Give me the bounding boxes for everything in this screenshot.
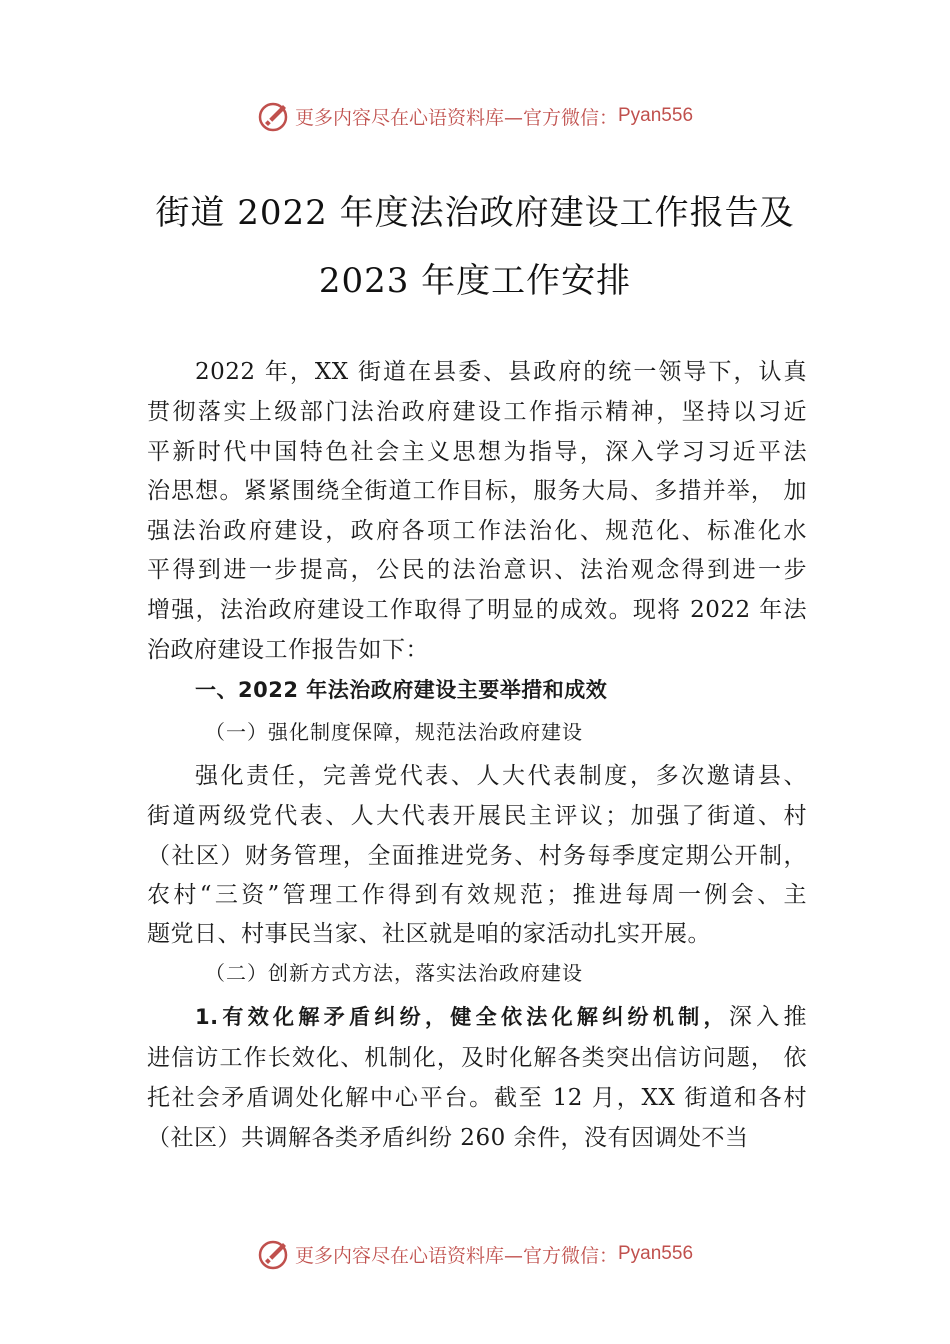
watermark-text: 更多内容尽在心语资料库: [294, 1244, 504, 1267]
body-line: 题党日、村事民当家、社区就是咱的家活动扎实开展。: [147, 921, 711, 947]
watermark-footer: [0, 1234, 950, 1274]
watermark-header: [0, 96, 950, 136]
body-line: （社区）财务管理，全面推进党务、村务每季度定期公开制，: [147, 843, 807, 869]
body-line: 农村“三资”管理工作得到有效规范；推进每周一例会、主: [147, 882, 807, 908]
body-line-lead: [195, 998, 807, 1031]
watermark-wechat-id: Pyan556: [618, 1243, 694, 1264]
section-heading: 一、2022 年法治政府建设主要举措和成效: [195, 678, 608, 702]
watermark-wechat-id: Pyan556: [618, 105, 694, 126]
item-text: 深入推: [728, 1004, 808, 1030]
pen-logo-icon: [257, 99, 291, 133]
intro-line: 增强，法治政府建设工作取得了明显的成效。现将 2022 年法: [147, 597, 807, 623]
intro-line: 平得到进一步提高，公民的法治意识、法治观念得到进一步: [147, 557, 807, 583]
intro-line: 2022 年，XX 街道在县委、县政府的统一领导下，认真: [195, 359, 807, 385]
body-line: （社区）共调解各类矛盾纠纷 260 余件，没有因调处不当: [147, 1125, 749, 1151]
watermark-text: 更多内容尽在心语资料库: [294, 106, 504, 129]
body-line: 进信访工作长效化、机制化，及时化解各类突出信访问题， 依: [147, 1045, 807, 1071]
watermark-separator: —官方微信：: [503, 106, 618, 129]
intro-line: 平新时代中国特色社会主义思想为指导，深入学习习近平法: [147, 439, 807, 465]
intro-line: 强法治政府建设，政府各项工作法治化、规范化、标准化水: [147, 518, 807, 544]
body-line: 托社会矛盾调处化解中心平台。截至 12 月，XX 街道和各村: [147, 1085, 807, 1111]
intro-line: 治思想。紧紧围绕全街道工作目标，服务大局、多措并举， 加: [147, 478, 807, 504]
document-title-line-1: 街道 2022 年度法治政府建设工作报告及: [155, 193, 795, 233]
intro-line: 治政府建设工作报告如下：: [147, 637, 429, 663]
body-line: 街道两级党代表、人大代表开展民主评议；加强了街道、村: [147, 803, 807, 829]
subsection-heading: （一）强化制度保障，规范法治政府建设: [205, 720, 583, 744]
item-bold-heading: 1.有效化解矛盾纠纷，健全依法化解纠纷机制，: [195, 1005, 729, 1029]
subsection-heading: （二）创新方式方法，落实法治政府建设: [205, 961, 583, 985]
body-line: 强化责任，完善党代表、人大代表制度，多次邀请县、: [195, 763, 807, 789]
intro-line: 贯彻落实上级部门法治政府建设工作指示精神，坚持以习近: [147, 399, 807, 425]
pen-logo-icon: [257, 1237, 291, 1271]
watermark-separator: —官方微信：: [503, 1244, 618, 1267]
document-title-line-2: 2023 年度工作安排: [318, 261, 632, 301]
